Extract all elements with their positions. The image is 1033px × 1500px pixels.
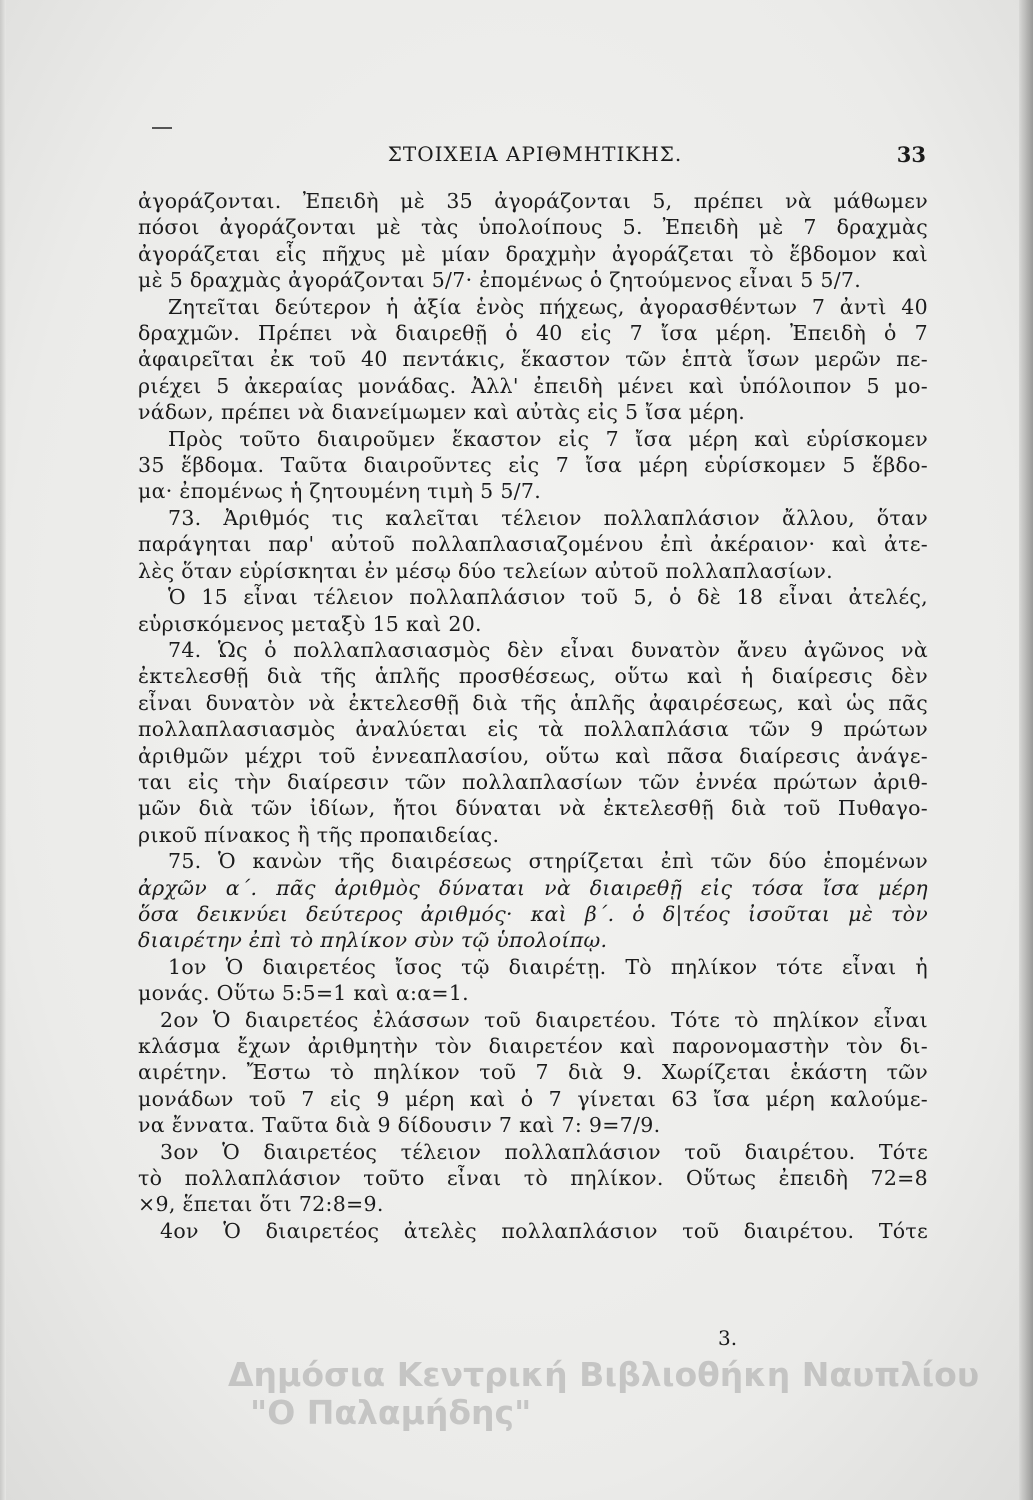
text-line: 73. Ἀριθμός τις καλεῖται τέλειον πολλαπλάσιον ἄλλου, ὅταν	[168, 505, 928, 530]
text-line: ×9, ἕπεται ὅτι 72:8=9.	[138, 1192, 384, 1217]
text-line: εἶναι δυνατὸν νὰ ἐκτελεσθῇ διὰ τῆς ἁπλῆς ἀφαιρέσεως, καὶ ὡς πᾶς	[138, 690, 928, 715]
page-number: 33	[896, 142, 926, 167]
text-line: ται εἰς τὴν διαίρεσιν τῶν πολλαπλασίων τῶν ἐννέα πρώτων ἀριθ-	[138, 769, 928, 794]
text-line: ὅσα δεικνύει δεύτερος ἀριθμός· καὶ β΄. ὁ δ|τέος ἰσοῦται μὲ τὸν	[138, 901, 928, 926]
text-line: λὲς ὅταν εὑρίσκηται ἐν μέσῳ δύο τελείων αὐτοῦ πολλαπλασίων.	[138, 558, 833, 583]
page-edge-left	[0, 0, 6, 1500]
page-header	[140, 142, 930, 176]
text-line: πόσοι ἀγοράζονται μὲ τὰς ὑπολοίπους 5. Ἐπειδὴ μὲ 7 δραχμὰς	[138, 215, 928, 240]
text-line: μῶν διὰ τῶν ἰδίων, ἤτοι δύναται νὰ ἐκτελεσθῇ διὰ τοῦ Πυθαγο-	[138, 796, 928, 821]
text-line: 74. Ὡς ὁ πολλαπλασιασμὸς δὲν εἶναι δυνατὸν ἄνευ ἀγῶνος νὰ	[168, 637, 928, 662]
text-line: 75. Ὁ κανὼν τῆς διαιρέσεως στηρίζεται ἐπὶ τῶν δύο ἑπομένων	[168, 849, 928, 874]
text-line: 35 ἕβδομα. Ταῦτα διαιροῦντες εἰς 7 ἴσα μέρη εὑρίσκομεν 5 ἕβδο-	[138, 453, 928, 478]
watermark-line-2: "Ο Παλαμήδης"	[250, 1393, 532, 1432]
body-text	[138, 188, 928, 1244]
text-line: κλάσμα ἔχων ἀριθμητὴν τὸν διαιρετέον καὶ παρονομαστὴν τὸν δι-	[138, 1034, 928, 1058]
text-line: Πρὸς τοῦτο διαιροῦμεν ἕκαστον εἰς 7 ἴσα μέρη καὶ εὑρίσκομεν	[168, 426, 928, 451]
text-line: Ζητεῖται δεύτερον ἡ ἀξία ἑνὸς πήχεως, ἀγορασθέντων 7 ἀντὶ 40	[168, 294, 928, 319]
text-line: ἐκτελεσθῇ διὰ τῆς ἁπλῆς προσθέσεως, οὕτω καὶ ἡ διαίρεσις δὲν	[138, 664, 928, 689]
text-line: 4ον Ὁ διαιρετέος ἀτελὲς πολλαπλάσιον τοῦ διαιρέτου. Τότε	[160, 1218, 928, 1243]
text-line: ἀρχῶν α΄. πᾶς ἀριθμὸς δύναται νὰ διαιρεθῇ εἰς τόσα ἴσα μέρη	[138, 875, 928, 900]
text-line: νάδων, πρέπει νὰ διανείμωμεν καὶ αὐτὰς εἰς 5 ἴσα μέρη.	[138, 400, 746, 425]
text-line: διαιρέτην ἐπὶ τὸ πηλίκον σὺν τῷ ὑπολοίπῳ.	[138, 928, 608, 953]
text-line: ἀγοράζεται εἷς πῆχυς μὲ μίαν δραχμὴν ἀγοράζεται τὸ ἕβδομον καὶ	[138, 241, 928, 266]
text-line: ἀγοράζονται. Ἐπειδὴ μὲ 35 ἀγοράζονται 5, πρέπει νὰ μάθωμεν	[138, 189, 928, 213]
text-line: μὲ 5 δραχμὰς ἀγοράζονται 5/7· ἐπομένως ὁ ζητούμενος εἶναι 5 5/7.	[138, 268, 862, 293]
text-line: 1ον Ὁ διαιρετέος ἴσος τῷ διαιρέτῃ. Τὸ πηλίκον τότε εἶναι ἡ	[168, 954, 928, 979]
text-line: ρικοῦ πίνακος ἢ τῆς προπαιδείας.	[138, 822, 500, 847]
header-dash	[152, 127, 172, 129]
text-line: 2ον Ὁ διαιρετέος ἐλάσσων τοῦ διαιρετέου. Τότε τὸ πηλίκον εἶναι	[160, 1007, 928, 1032]
running-title: ΣΤΟΙΧΕΙΑ ΑΡΙΘΜΗΤΙΚΗΣ.	[387, 142, 683, 166]
text-line: τὸ πολλαπλάσιον τοῦτο εἶναι τὸ πηλίκον. Οὕτως ἐπειδὴ 72=8	[138, 1166, 928, 1191]
text-line: ἀφαιρεῖται ἐκ τοῦ 40 πεντάκις, ἕκαστον τῶν ἑπτὰ ἴσων μερῶν πε-	[138, 347, 928, 372]
text-line: μονάδων τοῦ 7 εἰς 9 μέρη καὶ ὁ 7 γίνεται 63 ἴσα μέρη καλούμε-	[138, 1086, 928, 1111]
text-line: ριέχει 5 ἀκεραίας μονάδας. Ἀλλ' ἐπειδὴ μένει καὶ ὑπόλοιπον 5 μο-	[138, 373, 928, 398]
library-watermark	[228, 1356, 988, 1432]
watermark-line-1: Δημόσια Κεντρική Βιβλιοθήκη Ναυπλίου	[228, 1355, 980, 1394]
text-line: Ὁ 15 εἶναι τέλειον πολλαπλάσιον τοῦ 5, ὁ δὲ 18 εἶναι ἀτελές,	[168, 585, 928, 610]
signature-mark: 3.	[718, 1326, 738, 1350]
page-edge-right	[1019, 0, 1033, 1500]
text-line: δραχμῶν. Πρέπει νὰ διαιρεθῇ ὁ 40 εἰς 7 ἴσα μέρη. Ἐπειδὴ ὁ 7	[138, 321, 928, 346]
text-line: 3ον Ὁ διαιρετέος τέλειον πολλαπλάσιον τοῦ διαιρέτου. Τότε	[160, 1139, 928, 1164]
text-line: να ἔννατα. Ταῦτα διὰ 9 δίδουσιν 7 καὶ 7: 9=7/9.	[138, 1113, 661, 1138]
text-line: ἀριθμῶν μέχρι τοῦ ἐννεαπλασίου, οὕτω καὶ πᾶσα διαίρεσις ἀνάγε-	[138, 743, 928, 768]
text-line: μα· ἐπομένως ἡ ζητουμένη τιμὴ 5 5/7.	[138, 479, 542, 504]
text-line: αιρέτην. Ἔστω τὸ πηλίκον τοῦ 7 διὰ 9. Χωρίζεται ἑκάστη τῶν	[138, 1060, 928, 1085]
text-line: πολλαπλασιασμὸς ἀναλύεται εἰς τὰ πολλαπλάσια τῶν 9 πρώτων	[138, 717, 928, 742]
text-line: παράγηται παρ' αὐτοῦ πολλαπλασιαζομένου ἐπὶ ἀκέραιον· καὶ ἀτε-	[138, 532, 928, 557]
text-line: μονάς. Οὕτω 5:5=1 καὶ α:α=1.	[138, 981, 469, 1006]
text-line: εὑρισκόμενος μεταξὺ 15 καὶ 20.	[138, 611, 482, 636]
